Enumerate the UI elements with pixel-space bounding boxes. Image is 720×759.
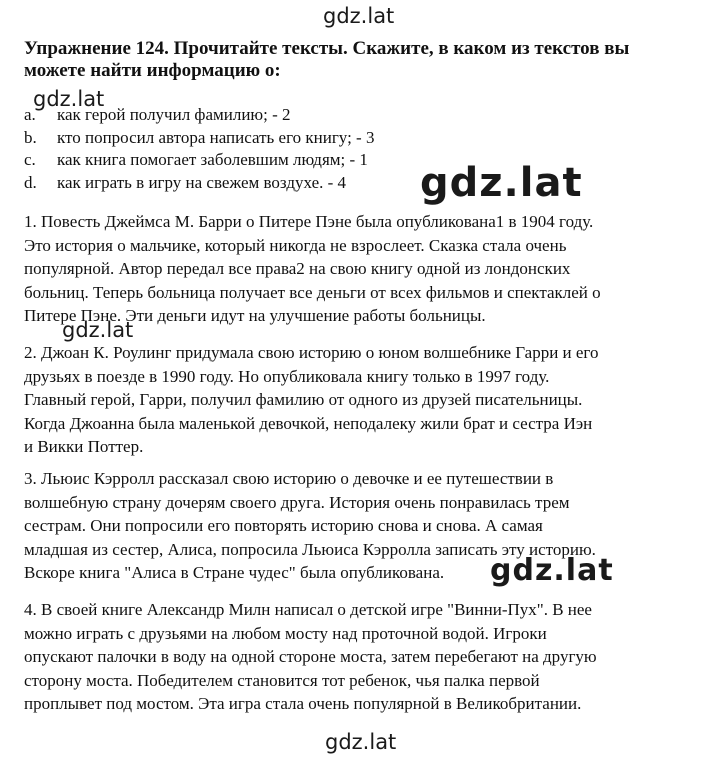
option-letter: c. <box>24 150 36 169</box>
watermark: gdz.lat <box>323 4 395 28</box>
watermark: gdz.lat <box>33 87 105 111</box>
text-line: 4. В своей книге Александр Милн написал о детской игре "Винни-Пух". В нее <box>24 600 592 619</box>
text-line: волшебную страну дочерям своего друга. История очень понравилась трем <box>24 492 570 512</box>
text-line: больниц. Теперь больница получает все деньги от всех фильмов и спектаклей о <box>24 282 601 302</box>
text-line: Вскоре книга "Алиса в Стране чудес" была опубликована. <box>24 563 445 582</box>
text-line: друзьях в поезде в 1990 году. Но опубликовала книгу только в 1997 году. <box>24 366 550 386</box>
text-line: популярной. Автор передал все права2 на свою книгу одной из лондонских <box>24 259 571 278</box>
paragraph-1 <box>24 210 700 328</box>
option-letter: a. <box>24 105 36 124</box>
option-letter: b. <box>24 128 37 147</box>
watermark: gdz.lat <box>325 730 397 754</box>
watermark: gdz.lat <box>62 318 134 342</box>
title-line: Упражнение 124. Прочитайте тексты. Скажите, в каком из текстов вы <box>24 38 630 59</box>
option-item <box>24 172 346 194</box>
option-letter: d. <box>24 173 37 192</box>
option-text: как герой получил фамилию; - 2 <box>57 105 291 124</box>
text-line: проплывет под мостом. Эта игра стала очень популярной в Великобритании. <box>24 694 582 713</box>
option-text: кто попросил автора написать его книгу; - 3 <box>57 128 375 147</box>
watermark: gdz.lat <box>490 553 614 588</box>
text-line: Главный герой, Гарри, получил фамилию от одного из друзей писательницы. <box>24 390 583 409</box>
paragraph-4 <box>24 598 700 716</box>
text-line: Питере Пэне. Эти деньги идут на улучшение работы больницы. <box>24 306 486 325</box>
exercise-title <box>24 38 694 82</box>
text-line: сестрам. Они попросили его повторять историю снова и снова. А самая <box>24 516 543 535</box>
text-line: младшая из сестер, Алиса, попросила Льюиса Кэрролла записать эту историю. <box>24 539 596 559</box>
option-item <box>24 149 368 171</box>
text-line: Когда Джоанна была маленькой девочкой, неподалеку жили брат и сестра Иэн <box>24 413 593 433</box>
option-item <box>24 127 374 149</box>
paragraph-3 <box>24 467 700 585</box>
option-item <box>24 104 291 126</box>
text-line: Это история о мальчике, который никогда не взрослеет. Сказка стала очень <box>24 235 567 255</box>
text-line: 3. Льюис Кэрролл рассказал свою историю о девочке и ее путешествии в <box>24 469 554 488</box>
text-line: 1. Повесть Джеймса М. Барри о Питере Пэне была опубликована1 в 1904 году. <box>24 212 594 231</box>
watermark: gdz.lat <box>420 160 583 206</box>
title-line: можете найти информацию о: <box>24 60 281 81</box>
option-text: как играть в игру на свежем воздухе. - 4 <box>57 173 347 192</box>
text-line: можно играть с друзьями на любом мосту над проточной водой. Игроки <box>24 623 547 643</box>
text-line: 2. Джоан К. Роулинг придумала свою историю о юном волшебнике Гарри и его <box>24 343 599 362</box>
option-text: как книга помогает заболевшим людям; - 1 <box>57 150 368 169</box>
text-line: опускают палочки в воду на одной стороне моста, затем перебегают на другую <box>24 647 597 666</box>
text-line: сторону моста. Победителем становится тот ребенок, чья палка первой <box>24 670 540 690</box>
text-line: и Викки Поттер. <box>24 437 144 456</box>
paragraph-2 <box>24 341 700 459</box>
